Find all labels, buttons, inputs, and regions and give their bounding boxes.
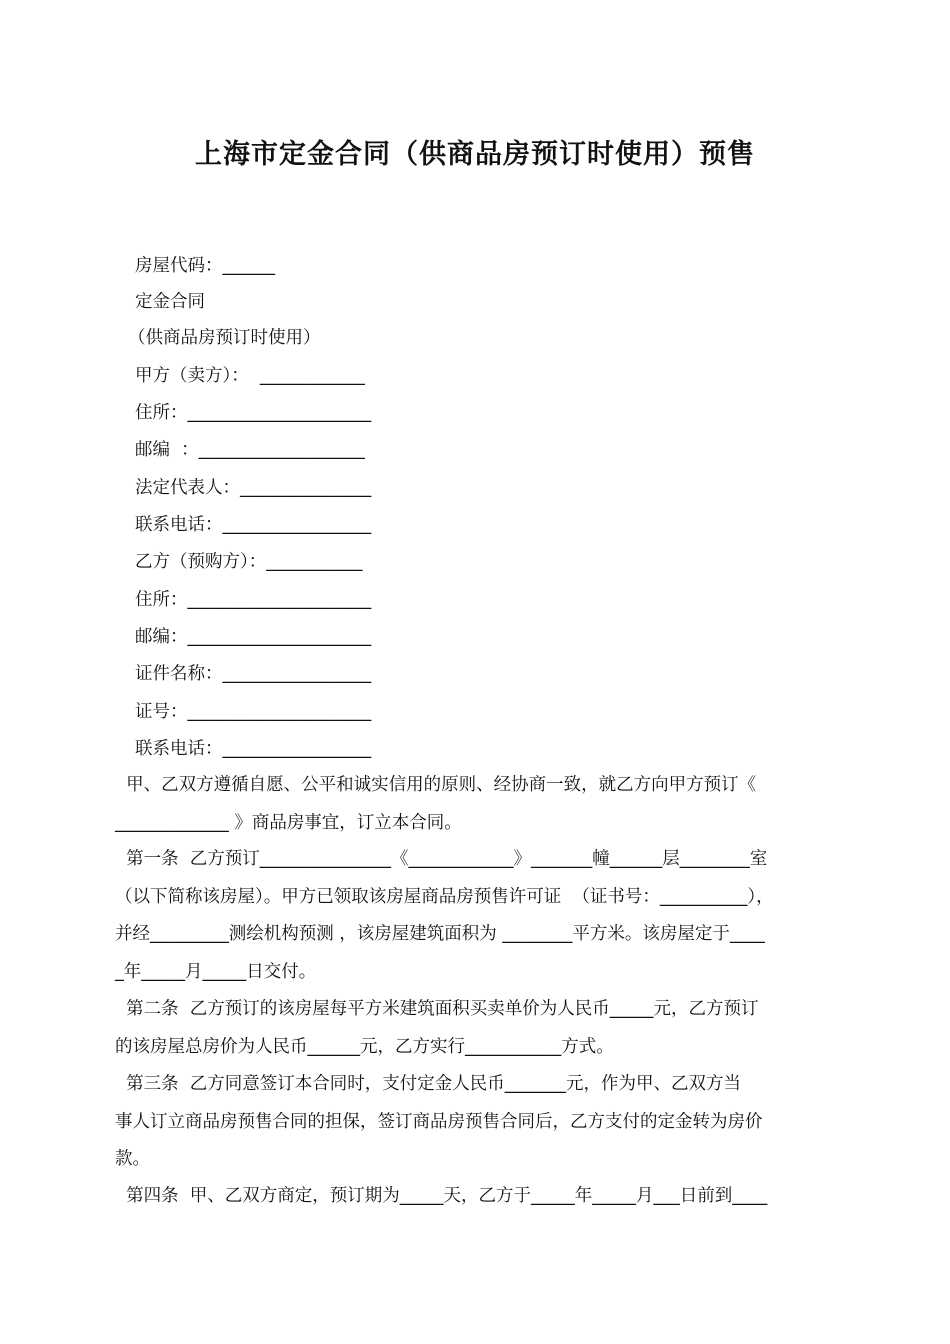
party-b-postcode-line: 邮编：_____________________ [135,627,372,647]
article-3 [115,1066,840,1179]
article-1-line-3: 并经_________测绘机构预测 ，该房屋建筑面积为 ________平方米。该房屋定于____ [115,924,765,944]
intro-paragraph [115,767,840,842]
article-2-line-1: 第二条 乙方预订的该房屋每平方米建筑面积买卖单价为人民币_____元，乙方预订 [115,999,759,1019]
article-1-line-1: 第一条 乙方预订_______________《____________》_______幢______层________室 [115,849,768,869]
party-a-postcode-line: 邮编 ：___________________ [135,440,365,460]
party-b-address-line: 住所：_____________________ [135,590,372,610]
article-3-line-1: 第三条 乙方同意签订本合同时，支付定金人民币_______元，作为甲、乙双方当 [115,1074,741,1094]
party-b-phone-line: 联系电话：_________________ [135,739,372,759]
party-a-line: 甲方（卖方）： ____________ [135,366,365,386]
usage-note-line: （供商品房预订时使用） [128,328,321,348]
article-1-line-4: _年_____月_____日交付。 [115,961,317,982]
article-3-line-2: 事人订立商品房预售合同的担保，签订商品房预售合同后，乙方支付的定金转为房价 [115,1111,763,1132]
party-a-phone-line: 联系电话：_________________ [135,515,372,535]
id-type-line: 证件名称：_________________ [135,664,372,684]
article-2 [115,991,840,1066]
article-3-line-3: 款。 [115,1149,150,1169]
id-number-line: 证号：_____________________ [135,702,372,722]
legal-rep-line: 法定代表人：_______________ [135,478,372,498]
article-1-line-2: （以下简称该房屋）。甲方已领取该房屋商品房预售许可证 （证书号：__________）， [115,886,774,907]
party-b-line: 乙方（预购方）：___________ [135,552,363,572]
intro-line-2: _____________ 》商品房事宜，订立本合同。 [115,812,462,833]
intro-line-1: 甲、乙双方遵循自愿、公平和诚实信用的原则、经协商一致，就乙方向甲方预订《 [115,775,757,795]
article-1 [115,841,840,991]
article-2-line-2: 的该房屋总房价为人民币______元，乙方实行___________方式。 [115,1036,614,1057]
contract-name-line: 定金合同 [135,292,205,312]
house-code-line: 房屋代码：______ [135,256,275,276]
article-4 [115,1178,840,1216]
article-4-line-1: 第四条 甲、乙双方商定，预订期为_____天，乙方于_____年_____月___日前到____ [115,1186,768,1206]
party-a-address-line: 住所：_____________________ [135,403,372,423]
document-title: 上海市定金合同（供商品房预订时使用）预售 [195,139,755,170]
